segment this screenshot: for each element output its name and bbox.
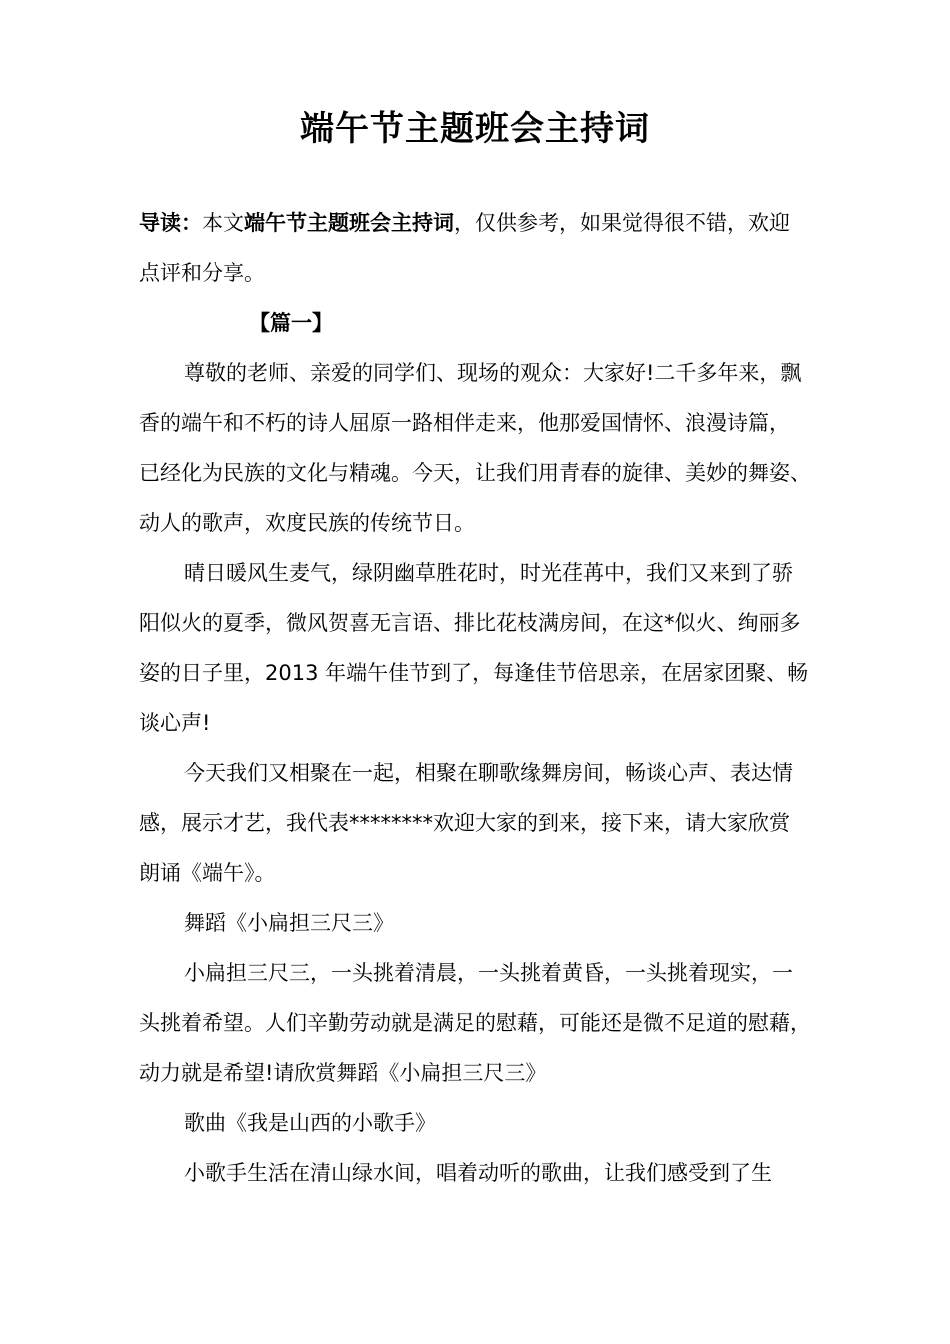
- para-2-line-4: 谈心声!: [139, 711, 211, 735]
- document-body: [139, 198, 829, 1198]
- section-heading: 【篇一】: [249, 311, 333, 335]
- intro-post: ，仅供参考，如果觉得很不错，欢迎: [454, 211, 790, 235]
- document-title: 端午节主题班会主持词: [300, 109, 650, 149]
- intro-label: 导读：: [139, 211, 202, 235]
- intro-line-1: [139, 198, 829, 248]
- para-5-line-1: 小扁担三尺三，一头挑着清晨，一头挑着黄昏，一头挑着现实，一: [184, 961, 793, 985]
- para-7-line-1: 小歌手生活在清山绿水间，唱着动听的歌曲，让我们感受到了生: [184, 1161, 772, 1185]
- para-1-line-1: 尊敬的老师、亲爱的同学们、现场的观众：大家好!二千多年来，飘: [184, 361, 802, 385]
- para-1-line-3: 已经化为民族的文化与精魂。今天，让我们用青春的旋律、美妙的舞姿、: [139, 461, 811, 485]
- intro-bold-title: 端午节主题班会主持词: [244, 211, 454, 235]
- para-1-line-4: 动人的歌声，欢度民族的传统节日。: [139, 511, 475, 535]
- para-3-line-2: 感，展示才艺，我代表********欢迎大家的到来，接下来，请大家欣赏: [139, 811, 790, 835]
- program-heading-dance: 舞蹈《小扁担三尺三》: [184, 911, 394, 935]
- para-5-line-2: 头挑着希望。人们辛勤劳动就是满足的慰藉，可能还是微不足道的慰藉，: [139, 1011, 811, 1035]
- para-3-line-1: 今天我们又相聚在一起，相聚在聊歌缘舞房间，畅谈心声、表达情: [184, 761, 793, 785]
- para-2-line-3: 姿的日子里，2013 年端午佳节到了，每逢佳节倍思亲，在居家团聚、畅: [139, 661, 809, 685]
- para-2-line-1: 晴日暖风生麦气，绿阴幽草胜花时，时光荏苒中，我们又来到了骄: [184, 561, 793, 585]
- para-1-line-2: 香的端午和不朽的诗人屈原一路相伴走来，他那爱国情怀、浪漫诗篇，: [139, 411, 790, 435]
- intro-pre: 本文: [202, 211, 244, 235]
- para-3-line-3: 朗诵《端午》。: [139, 861, 276, 885]
- program-heading-song: 歌曲《我是山西的小歌手》: [184, 1111, 436, 1135]
- para-5-line-3: 动力就是希望!请欣赏舞蹈《小扁担三尺三》: [139, 1061, 547, 1085]
- intro-line-2: 点评和分享。: [139, 261, 265, 285]
- para-2-line-2: 阳似火的夏季，微风贺喜无言语、排比花枝满房间，在这*似火、绚丽多: [139, 611, 801, 635]
